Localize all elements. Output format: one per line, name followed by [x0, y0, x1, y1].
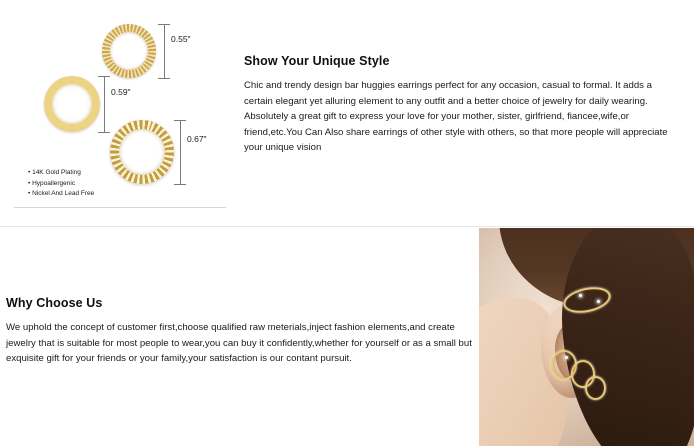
top-copy-block [244, 54, 678, 156]
dimension-tick-3-bottom [174, 184, 186, 185]
dimension-tick-1-bottom [158, 78, 170, 79]
dimension-label-3: 0.67" [187, 134, 207, 144]
dimension-line-1 [164, 24, 165, 78]
earring-hoop-twisted-top [102, 24, 156, 78]
feature-bullet-item: • Hypoallergenic [28, 179, 76, 187]
earring-hoop-plain [44, 76, 100, 132]
bottom-copy-block [6, 296, 472, 367]
section-divider [0, 226, 694, 227]
top-section [0, 0, 694, 222]
earring-hoop-twisted-large [110, 120, 174, 184]
top-section-body: Chic and trendy design bar huggies earrings perfect for any occasion, casual to formal. It adds a certain elegant yet alluring element to any outfit and a better choice of jewelry for daily wearing. Absolutely a great gift to express your love for your mother, sister, girlfriend, fiancee,wife,or friend,etc.You Can Also share earrings of other style with others, so that more people will appreciate your unique vision [244, 80, 668, 154]
bottom-section-body: We uphold the concept of customer first,choose qualified raw meterials,inject fashion elements,and create jewelry that is suitable for most people to wear,you can buy it confidently,whether for yourself or as a small but exquisite gift for your friends or your family,your satisfaction is our contant pursuit. [6, 322, 472, 365]
dimension-line-3 [180, 120, 181, 184]
feature-bullet-item: • Nickel And Lead Free [28, 190, 95, 198]
sparkle-icon [579, 294, 582, 297]
model-photo [479, 228, 694, 446]
bottom-section-heading: Why Choose Us [6, 296, 103, 310]
product-image-panel [14, 8, 226, 208]
dimension-line-2 [104, 76, 105, 132]
dimension-label-1: 0.55" [171, 34, 191, 44]
dimension-tick-2-top [98, 76, 110, 77]
sparkle-icon [597, 300, 600, 303]
top-section-heading: Show Your Unique Style [244, 54, 390, 68]
dimension-tick-3-top [174, 120, 186, 121]
worn-earring-hoop-3 [585, 376, 606, 400]
sparkle-icon [565, 356, 568, 359]
product-panel-bottom-rule [14, 207, 226, 208]
feature-bullet-list [28, 168, 94, 200]
feature-bullet-item: • 14K Gold Plating [28, 168, 81, 176]
dimension-label-2: 0.59" [111, 87, 131, 97]
dimension-tick-2-bottom [98, 132, 110, 133]
dimension-tick-1-top [158, 24, 170, 25]
